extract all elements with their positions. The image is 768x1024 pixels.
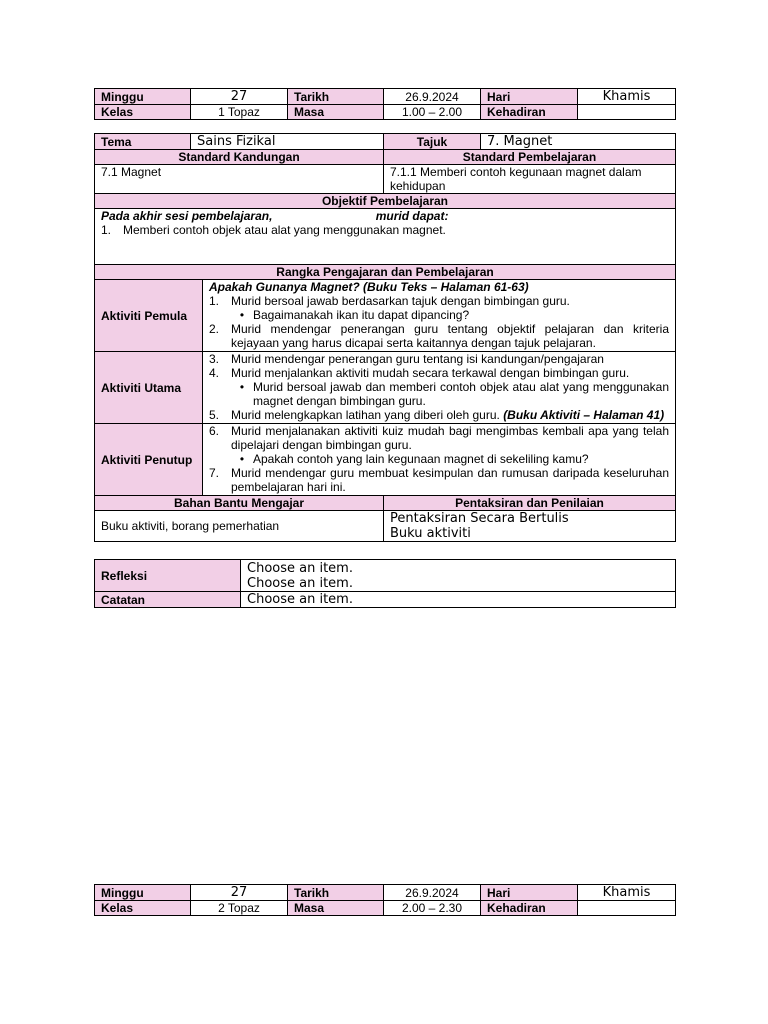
- tarikh-value[interactable]: 26.9.2024: [384, 89, 481, 105]
- tarikh-label: Tarikh: [288, 89, 384, 105]
- tema-value[interactable]: Sains Fizikal: [191, 134, 384, 150]
- aktiviti-pemula-content[interactable]: [203, 280, 676, 352]
- hari-label: Hari: [481, 885, 578, 901]
- masa-value[interactable]: 1.00 – 2.00: [384, 105, 481, 120]
- bullet-item: [209, 380, 669, 408]
- bullet-item: [209, 452, 669, 466]
- bullet-item: [209, 308, 669, 322]
- objektif-item-text: Memberi contoh objek atau alat yang menggunakan magnet.: [123, 223, 446, 237]
- list-item-text: Murid mendengar penerangan guru tentang objektif pelajaran dan kriteria kejayaan yang harus dicapai serta kaitannya dengan tajuk pelajaran.: [231, 322, 669, 350]
- minggu-label: Minggu: [95, 885, 191, 901]
- kelas-label: Kelas: [95, 105, 191, 120]
- objektif-intro-a: Pada akhir sesi pembelajaran,: [101, 209, 273, 223]
- tarikh-label: Tarikh: [288, 885, 384, 901]
- bbm-header: Bahan Bantu Mengajar: [95, 496, 384, 511]
- list-item-number: 7.: [209, 466, 220, 480]
- refleksi-label: Refleksi: [95, 560, 241, 592]
- objektif-cell[interactable]: [95, 209, 676, 265]
- bullet-icon: •: [239, 308, 245, 322]
- bbm-value[interactable]: Buku aktiviti, borang pemerhatian: [95, 511, 384, 542]
- tema-label: Tema: [95, 134, 191, 150]
- standard-kandungan-header: Standard Kandungan: [95, 150, 384, 165]
- objektif-intro-b: murid dapat:: [375, 209, 449, 223]
- list-item-text: [231, 408, 664, 422]
- list-item-text: Murid mendengar guru membuat kesimpulan dan rumusan daripada keseluruhan pembelajaran hari ini.: [231, 466, 669, 494]
- aktiviti-utama-content[interactable]: [203, 352, 676, 424]
- aktiviti-utama-label: Aktiviti Utama: [95, 352, 203, 424]
- catatan-label: Catatan: [95, 592, 241, 608]
- list-item-text: Murid menjalankan aktiviti mudah secara terkawal dengan bimbingan guru.: [231, 366, 630, 380]
- masa-value[interactable]: 2.00 – 2.30: [384, 901, 481, 916]
- masa-label: Masa: [288, 105, 384, 120]
- list-item: [209, 352, 669, 366]
- kehadiran-label: Kehadiran: [481, 105, 578, 120]
- tarikh-value[interactable]: 26.9.2024: [384, 885, 481, 901]
- list-item: [209, 322, 669, 350]
- standard-kandungan-value[interactable]: 7.1 Magnet: [95, 165, 384, 194]
- refleksi-value[interactable]: [241, 560, 676, 592]
- tajuk-label: Tajuk: [384, 134, 481, 150]
- masa-label: Masa: [288, 901, 384, 916]
- standard-pembelajaran-value[interactable]: 7.1.1 Memberi contoh kegunaan magnet dalam kehidupan: [384, 165, 676, 194]
- kelas-value[interactable]: 2 Topaz: [191, 901, 288, 916]
- aktiviti-penutup-label: Aktiviti Penutup: [95, 424, 203, 496]
- list-item-text: Murid bersoal jawab dan memberi contoh objek atau alat yang menggunakan magnet dengan bimbingan guru.: [253, 380, 669, 408]
- objektif-item: [101, 223, 669, 237]
- aktiviti-pemula-label: Aktiviti Pemula: [95, 280, 203, 352]
- pentaksiran-line-1: Pentaksiran Secara Bertulis: [390, 511, 569, 526]
- list-item-number: 2.: [209, 322, 220, 336]
- hari-value[interactable]: Khamis: [578, 89, 676, 105]
- list-item: [209, 424, 669, 452]
- list-item-number: 5.: [209, 408, 220, 422]
- tajuk-value[interactable]: 7. Magnet: [481, 134, 676, 150]
- list-item-text: Murid menjalanakan aktiviti kuiz mudah bagi mengimbas kembali apa yang telah dipelajari dengan bimbingan guru.: [231, 424, 669, 452]
- list-item-number: 1.: [209, 294, 220, 308]
- bullet-icon: •: [239, 452, 245, 466]
- catatan-dropdown[interactable]: Choose an item.: [241, 592, 676, 608]
- session-header-table-2: [94, 884, 676, 916]
- aktiviti-penutup-content[interactable]: [203, 424, 676, 496]
- minggu-value[interactable]: 27: [191, 89, 288, 105]
- list-item-number: 3.: [209, 352, 220, 366]
- hari-label: Hari: [481, 89, 578, 105]
- kelas-label: Kelas: [95, 901, 191, 916]
- hari-value[interactable]: Khamis: [578, 885, 676, 901]
- pemula-title: Apakah Gunanya Magnet? (Buku Teks – Halaman 61-63): [209, 280, 529, 294]
- minggu-label: Minggu: [95, 89, 191, 105]
- rangka-header: Rangka Pengajaran dan Pembelajaran: [95, 265, 676, 280]
- list-item: [209, 408, 669, 422]
- standard-pembelajaran-header: Standard Pembelajaran: [384, 150, 676, 165]
- list-item-text: Apakah contoh yang lain kegunaan magnet di sekeliling kamu?: [253, 452, 589, 466]
- pentaksiran-value[interactable]: [384, 511, 676, 542]
- list-item: [209, 366, 669, 380]
- list-item-text: Murid bersoal jawab berdasarkan tajuk dengan bimbingan guru.: [231, 294, 570, 308]
- refleksi-table: [94, 559, 676, 608]
- list-item-number: 6.: [209, 424, 220, 438]
- kelas-value[interactable]: 1 Topaz: [191, 105, 288, 120]
- kehadiran-value[interactable]: [578, 901, 676, 916]
- list-item-text: Bagaimanakah ikan itu dapat dipancing?: [253, 308, 470, 322]
- list-item: [209, 466, 669, 494]
- utama-5-text: Murid melengkapkan latihan yang diberi oleh guru.: [231, 408, 500, 422]
- utama-5-reference: (Buku Aktiviti – Halaman 41): [503, 408, 665, 422]
- kehadiran-value[interactable]: [578, 105, 676, 120]
- objektif-intro: [101, 209, 669, 223]
- utama-list: [209, 352, 669, 408]
- lesson-plan-table: [94, 133, 676, 542]
- list-item-number: 4.: [209, 366, 220, 380]
- pentaksiran-header: Pentaksiran dan Penilaian: [384, 496, 676, 511]
- pemula-list: [209, 294, 669, 350]
- bullet-icon: •: [239, 380, 245, 394]
- penutup-list: [209, 424, 669, 494]
- session-header-table-1: [94, 88, 676, 120]
- refleksi-dropdown-1[interactable]: Choose an item.: [247, 560, 353, 576]
- list-item-text: Murid mendengar penerangan guru tentang isi kandungan/pengajaran: [231, 352, 604, 366]
- pentaksiran-line-2: Buku aktiviti: [390, 526, 471, 541]
- list-item: [209, 294, 669, 308]
- refleksi-dropdown-2[interactable]: Choose an item.: [247, 575, 353, 591]
- kehadiran-label: Kehadiran: [481, 901, 578, 916]
- minggu-value[interactable]: 27: [191, 885, 288, 901]
- objektif-item-number: 1.: [101, 223, 112, 237]
- objektif-header: Objektif Pembelajaran: [95, 194, 676, 209]
